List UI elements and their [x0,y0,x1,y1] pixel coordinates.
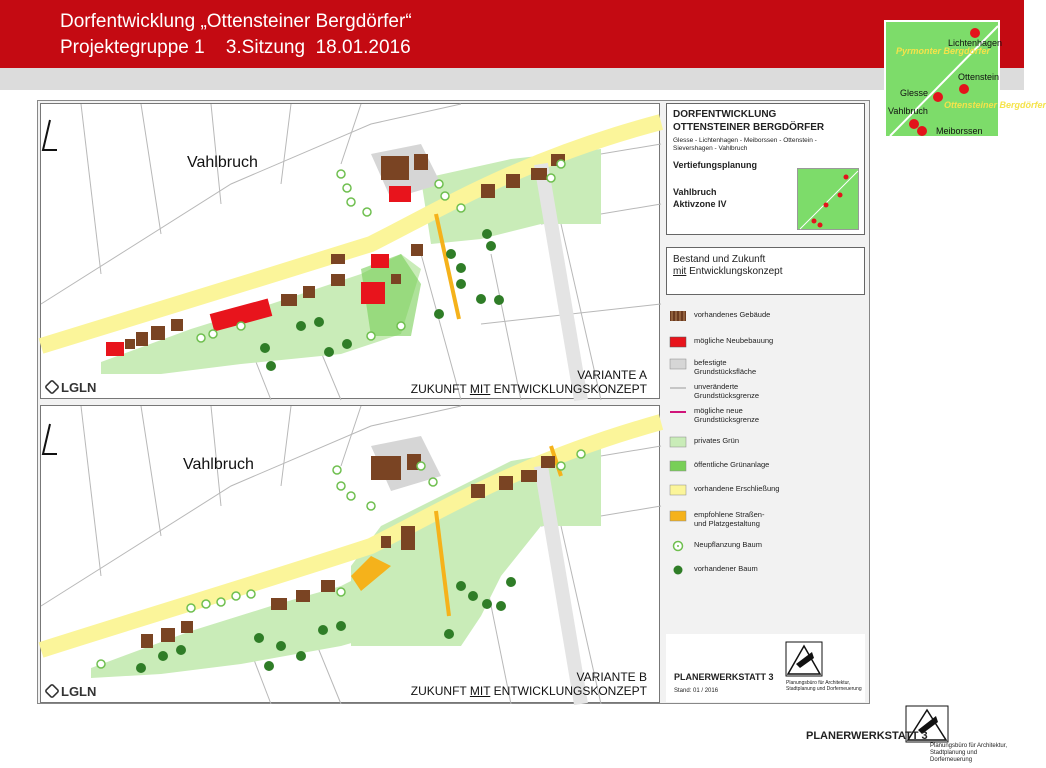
private-green-icon [670,437,686,447]
variant-a-sub-post: ENTWICKLUNGSKONZEPT [490,382,647,396]
variant-b-label [411,670,647,698]
status-box [666,247,865,295]
place-name-b: Vahlbruch [183,456,254,473]
legend-label: vorhandener Baum [694,564,758,573]
legend-label: Neupflanzung Baum [694,540,762,549]
planer-stand: Stand: 01 / 2016 [674,688,719,694]
minimap-label-pyrmonter: Pyrmonter Bergdörfer [896,46,991,56]
slide-title: Dorfentwicklung „Ottensteiner Bergdörfer“ [60,11,412,32]
planerwerkstatt-logo-icon [784,640,824,678]
legend-label: vorhandenes Gebäude [694,310,771,319]
boundary-line-icon [670,383,686,393]
variant-a-sub-pre: ZUKUNFT [410,382,470,396]
status-line-1: Bestand und Zukunft [673,254,766,265]
header-strip [0,68,1024,90]
minimap-label-ottensteiner: Ottensteiner Bergdörfer [944,100,1046,110]
lgln-logo-b [45,684,96,699]
planer-name: PLANERWERKSTATT 3 [674,672,774,682]
legend-label: vorhandene Erschließung [694,484,780,493]
north-arrow-icon [41,118,59,152]
variant-b-sub-mid: MIT [469,684,491,698]
new-building-icon [670,337,686,347]
region-minimap [884,20,1046,138]
legend-label: mögliche Neubebauung [694,336,774,345]
plan-sheet [37,100,870,704]
minimap-label-ottenstein: Ottenstein [958,72,1000,82]
title-plan-type: Vertiefungsplanung [673,160,758,170]
slide-subtitle: Projektegruppe 1 3.Sitzung 18.01.2016 [60,37,411,58]
lgln-icon [44,683,60,699]
legend-label: befestigte Grundstücksfläche [694,358,757,376]
title-line-1: DORFENTWICKLUNG [673,109,777,120]
planer-subtitle: Planungsbüro für Architektur, Stadtplanung und Dorferneuerung [786,680,862,692]
lgln-text-a: LGLN [61,380,97,395]
legend-label: privates Grün [694,436,740,445]
title-line-2: OTTENSTEINER BERGDÖRFER [673,122,825,133]
minimap-label-lichtenhagen: Lichtenhagen [948,38,1003,48]
variant-b-sub-pre: ZUKUNFT [410,684,470,698]
legend-label: unveränderte Grundstücksgrenze [694,382,760,400]
lgln-text-b: LGLN [61,684,97,699]
status-line-2-post: Entwicklungskonzept [686,266,783,277]
map-panel-variant-b [40,405,660,703]
map-variant-a-graphic [41,104,661,400]
variant-a-subtitle [411,382,647,396]
public-green-icon [670,461,686,471]
variant-b-subtitle [411,684,647,698]
paved-area-icon [670,359,686,369]
footer-subtitle: Planungsbüro für Architektur, Stadtplanung und Dorferneuerung [930,743,1008,763]
footer-name: PLANERWERKSTATT 3 [806,730,928,742]
existing-tree-icon [670,565,686,575]
new-boundary-line-icon [670,407,686,417]
lgln-icon [44,379,60,395]
header-bar [0,0,1024,68]
map-variant-b-graphic [41,406,661,704]
map-panel-variant-a [40,103,660,399]
new-tree-icon [670,541,686,551]
minimap-label-glesse: Glesse [900,88,929,98]
title-villages: Glesse - Lichtenhagen - Meiborssen - Ottenstein - Sievershagen - Vahlbruch [673,137,817,152]
variant-a-sub-mid: MIT [469,382,491,396]
hatched-building-icon [670,311,686,321]
street-design-icon [670,511,686,521]
status-line-2 [673,266,858,278]
title-box-minimap [797,168,859,230]
variant-a-label [411,368,647,396]
road-icon [670,485,686,495]
planer-box [666,634,865,702]
variant-b-title: VARIANTE B [576,670,647,684]
place-name-a: Vahlbruch [187,154,258,171]
plan-title-box [666,103,865,235]
variant-a-title: VARIANTE A [577,368,647,382]
status-line-2-mid: mit [673,266,687,277]
north-arrow-icon [41,422,59,456]
legend-label: mögliche neue Grundstücksgrenze [694,406,760,424]
title-zone-1: Vahlbruch [673,187,717,197]
lgln-logo-a [45,380,96,395]
minimap-label-vahlbruch: Vahlbruch [888,106,928,116]
legend-label: öffentliche Grünanlage [694,460,770,469]
variant-b-sub-post: ENTWICKLUNGSKONZEPT [490,684,647,698]
minimap-label-meiborssen: Meiborssen [936,126,983,136]
title-box-minimap-graphic [798,169,860,231]
title-zone-2: Aktivzone IV [673,199,727,209]
legend-label: empfohlene Straßen- und Platzgestaltung [694,510,765,528]
